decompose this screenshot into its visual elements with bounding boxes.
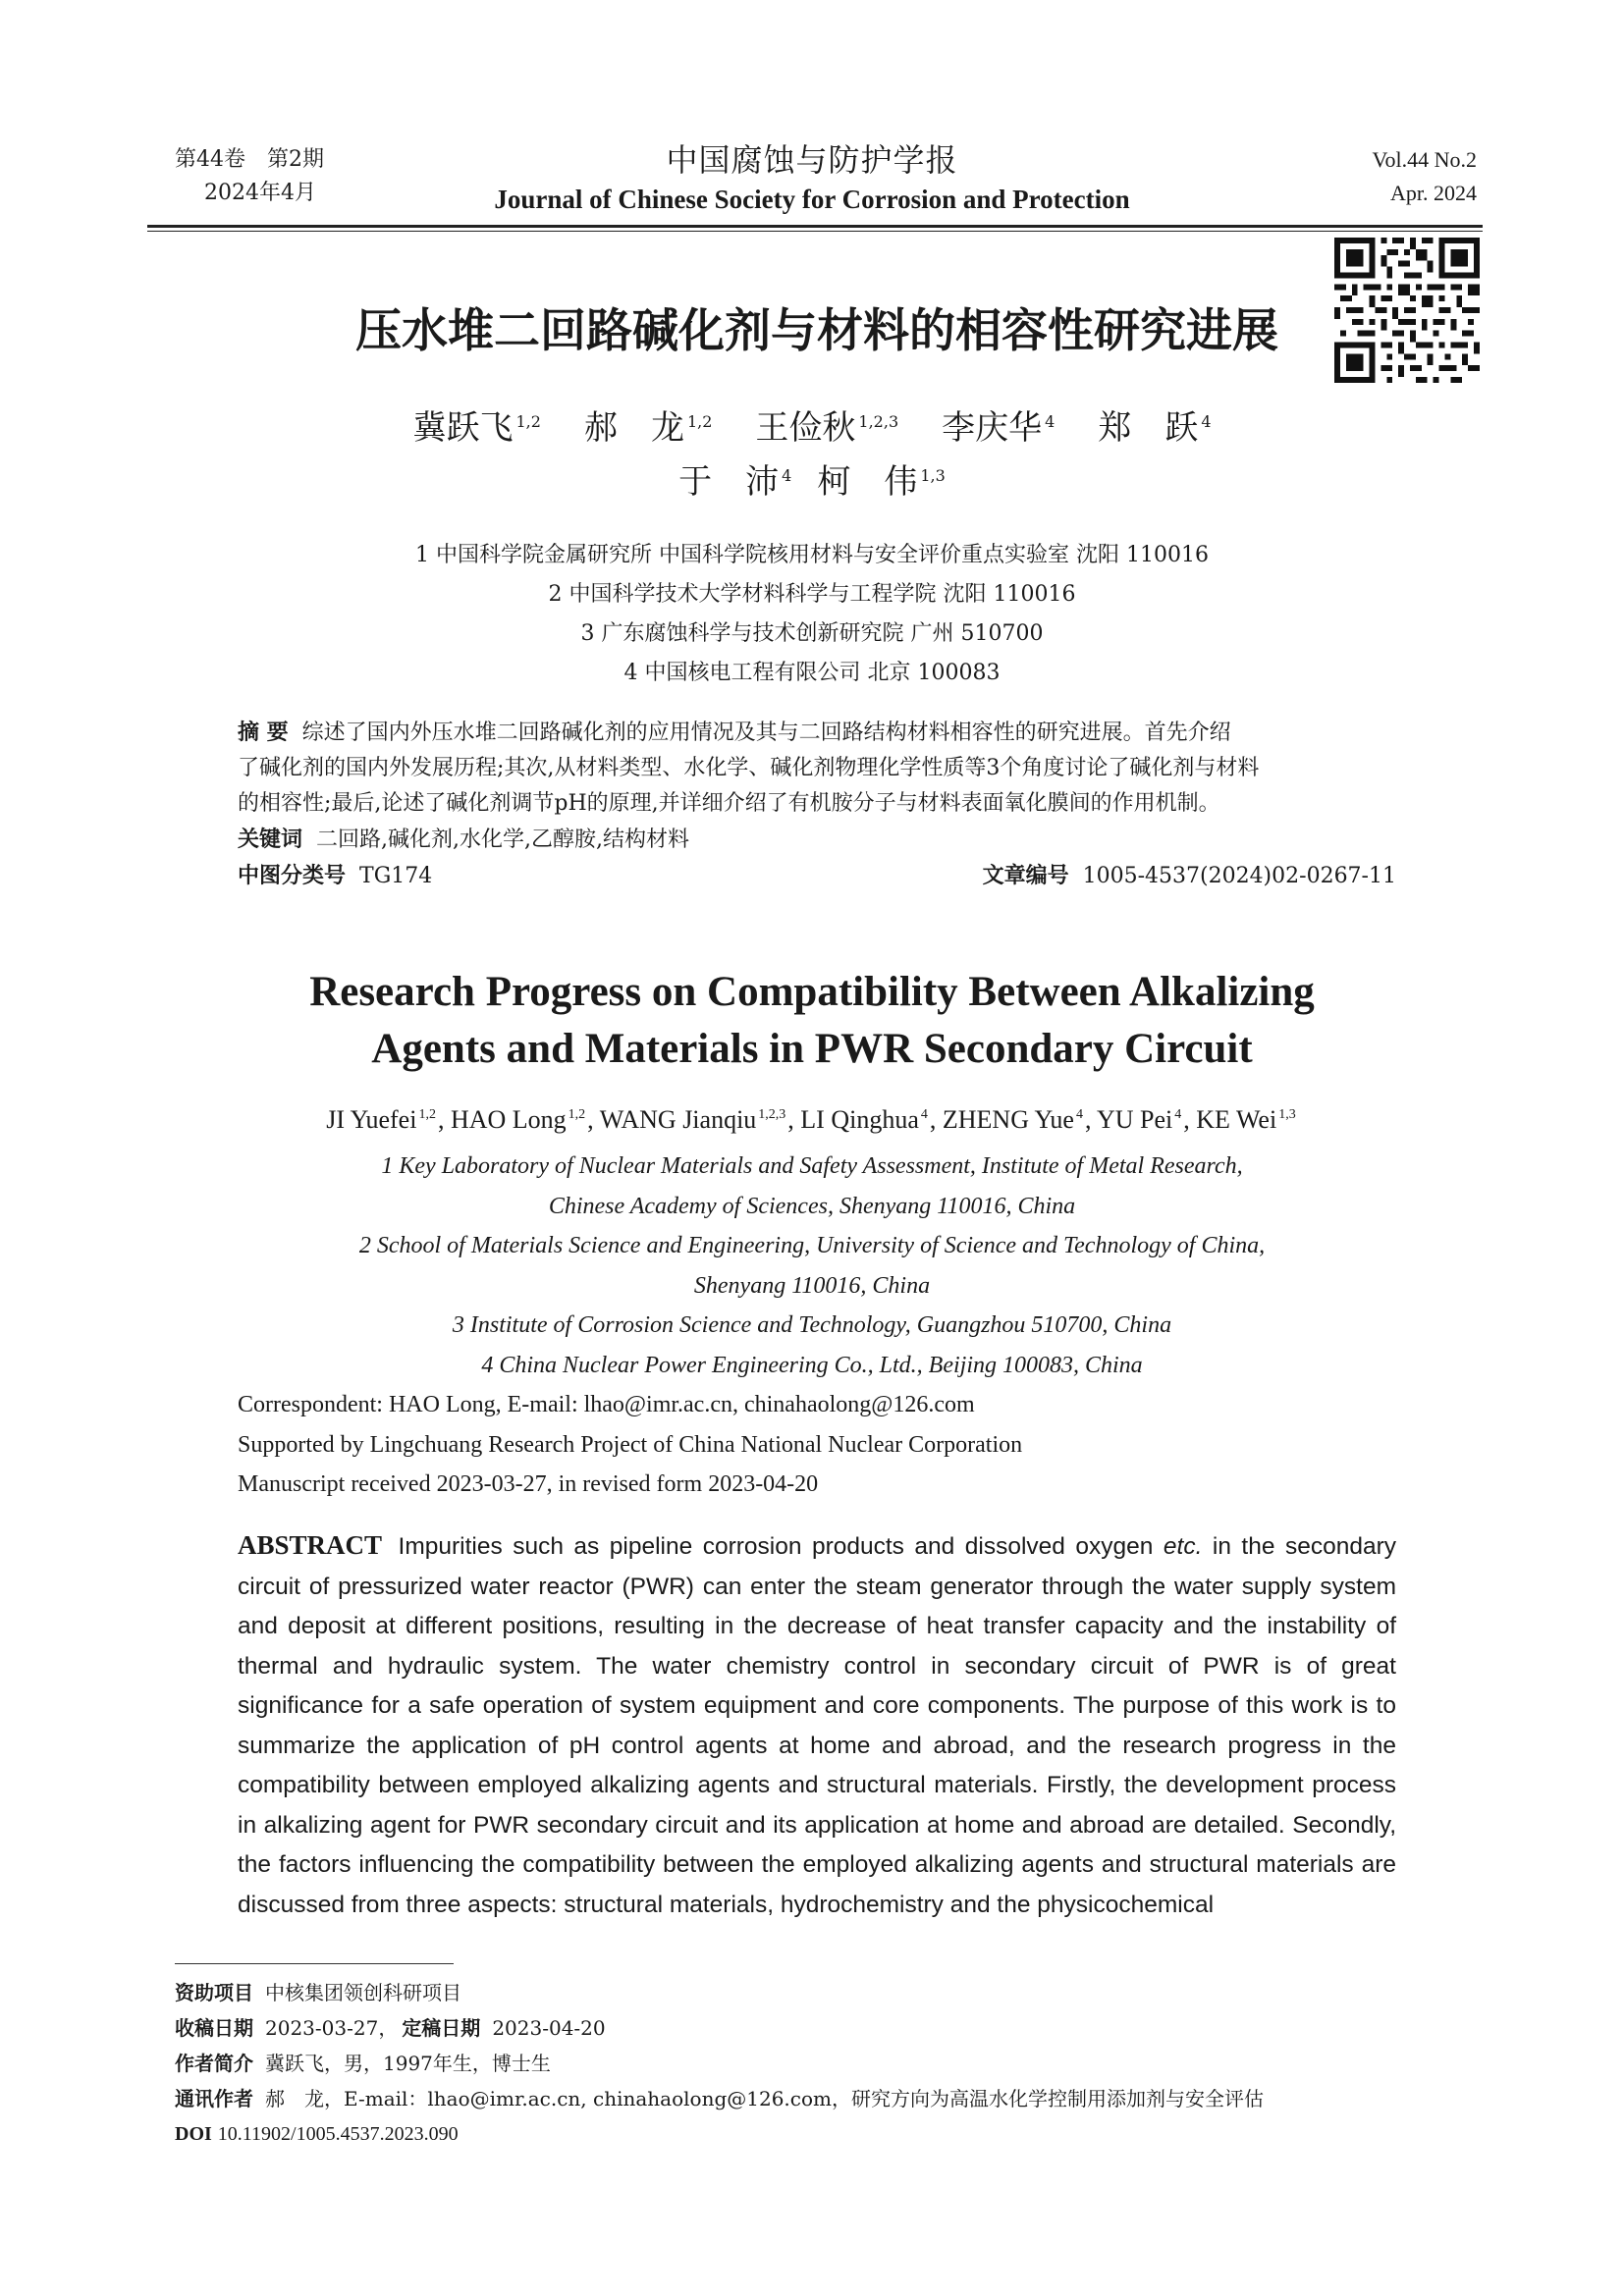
abstract-en <box>238 1525 1396 1925</box>
title-en <box>0 964 1624 1078</box>
title-cn: 压水堆二回路碱化剂与材料的相容性研究进展 <box>355 304 1278 358</box>
author-cn: 柯 伟 <box>817 462 918 502</box>
author-cn-sup: 1,2 <box>515 411 541 431</box>
affiliation-en: 1 Key Laboratory of Nuclear Materials and Safety Assessment, Institute of Metal Research, <box>381 1153 1243 1179</box>
footnote-author-bio <box>175 2046 1451 2081</box>
abstract-en-text-cont: in the secondary circuit of pressurized water reactor (PWR) can enter the steam generator through the water supply system and deposit at different positions, resulting in the decrease of heat transfer capacity and the instability of thermal and hydraulic system. The water chemistry control in secondary circuit of PWR is of great significance for a safe operation of system equipment and core components. The purpose of this work is to summarize the application of pH control agents at home and abroad, and the research progress in the compatibility between employed alkalizing agents and structural materials. Firstly, the development process in alkalizing agent for PWR secondary circuit and its application at home and abroad are detailed. Secondly, the factors influencing the compatibility between the employed alkalizing agents and structural materials are discussed from three aspects: structural materials, hydrochemistry and the physicochemical <box>238 1533 1396 1918</box>
author-cn: 冀跃飞 <box>412 408 514 448</box>
author-en: WANG Jianqiu <box>599 1105 757 1134</box>
author-en-sup: 4 <box>1075 1107 1083 1123</box>
abstract-cn <box>238 715 1396 894</box>
author-cn: 于 沛 <box>678 462 780 502</box>
volume-issue-cn: 第44卷 第2期 <box>175 147 324 172</box>
author-cn: 郝 龙 <box>583 408 684 448</box>
affiliation-en: Shenyang 110016, China <box>693 1272 931 1299</box>
abstract-en-text: Impurities such as pipeline corrosion products and dissolved oxygen <box>398 1533 1154 1560</box>
affiliation-en: 3 Institute of Corrosion Science and Technology, Guangzhou 510700, China <box>452 1312 1172 1338</box>
author-en: YU Pei <box>1097 1105 1173 1134</box>
journal-title-en: Journal of Chinese Society for Corrosion and Protection <box>494 185 1130 214</box>
title-en-line: Agents and Materials in PWR Secondary Circuit <box>371 1026 1253 1072</box>
author-en: LI Qinghua <box>800 1105 919 1134</box>
authors-cn-line1 <box>0 400 1624 449</box>
authors-en: JI Yuefei $^{1,2}$, HAO Long $^{1,2}$, WANG Jianqiu $^{1,2,3}$, LI Qinghua $^4$, ZHENG Yue $^4$, YU Pei $^4$, KE Wei $^{1,3}$ <box>326 1105 1296 1134</box>
author-en: KE Wei <box>1196 1105 1277 1134</box>
author-cn: 王俭秋 <box>755 408 856 448</box>
date-en: Apr. 2024 <box>1390 181 1477 205</box>
footnote-text: 2023-03-27， <box>265 2016 399 2040</box>
article-no-label: 文章编号 <box>982 863 1069 888</box>
footnotes <box>175 1975 1451 2152</box>
keywords-cn-text: 二回路,碱化剂,水化学,乙醇胺,结构材料 <box>316 828 689 852</box>
abstract-cn-line: 的相容性;最后,论述了碱化剂调节pH的原理,并详细介绍了有机胺分子与材料表面氧化膜间的作用机制。 <box>238 791 1220 816</box>
affiliation-en: Chinese Academy of Sciences, Shenyang 110016, China <box>548 1193 1076 1219</box>
author-cn-sup: 4 <box>1201 411 1212 431</box>
author-cn-sup: 4 <box>782 465 792 485</box>
author-en-sup: 1,2 <box>418 1107 436 1123</box>
keywords-cn-label: 关键词 <box>238 827 303 852</box>
footnote-label: 作者简介 <box>175 2052 253 2075</box>
footnote-label: 通讯作者 <box>175 2087 253 2110</box>
footnote-text: 2023-04-20 <box>492 2016 606 2040</box>
author-en-sup: 4 <box>1174 1107 1182 1123</box>
abstract-en-etc: etc. <box>1163 1533 1203 1560</box>
date-cn: 2024年4月 <box>204 181 316 205</box>
header-rule-thin <box>147 231 1483 232</box>
abstract-cn-label: 摘 要 <box>238 720 289 745</box>
author-cn-sup: 4 <box>1045 411 1056 431</box>
funding: Supported by Lingchuang Research Project of China National Nuclear Corporation <box>238 1431 1023 1458</box>
abstract-cn-text: 综述了国内外压水堆二回路碱化剂的应用情况及其与二回路结构材料相容性的研究进展。首先介绍 <box>301 721 1231 745</box>
author-cn-sup: 1,2,3 <box>858 411 899 431</box>
title-en-line: Research Progress on Compatibility Between Alkalizing <box>309 969 1315 1015</box>
footnote-dates <box>175 2010 1451 2046</box>
affiliations-en <box>0 1147 1624 1385</box>
affiliation-cn: 2 中国科学技术大学材料科学与工程学院 沈阳 110016 <box>548 582 1076 607</box>
clc-label: 中图分类号 <box>238 863 347 888</box>
classification-row <box>238 858 1396 894</box>
abstract-en-label: ABSTRACT <box>238 1530 383 1560</box>
footnote-rule <box>175 1963 454 1964</box>
affiliation-en: 2 School of Materials Science and Engineering, University of Science and Technology of China, <box>358 1233 1266 1258</box>
author-cn-sup: 1,2 <box>686 411 713 431</box>
footnote-funding <box>175 1975 1451 2010</box>
manuscript-dates: Manuscript received 2023-03-27, in revised form 2023-04-20 <box>238 1471 819 1497</box>
affiliation-cn: 1 中国科学院金属研究所 中国科学院核用材料与安全评价重点实验室 沈阳 110016 <box>415 543 1209 567</box>
authors-cn-line2 <box>0 454 1624 503</box>
header-rule <box>147 225 1483 228</box>
footnote-text: 中核集团领创科研项目 <box>265 1981 461 2004</box>
affiliation-cn: 3 广东腐蚀科学与技术创新研究院 广州 510700 <box>580 621 1044 646</box>
author-cn: 郑 跃 <box>1098 408 1199 448</box>
author-cn: 李庆华 <box>942 408 1043 448</box>
abstract-cn-line: 了碱化剂的国内外发展历程;其次,从材料类型、水化学、碱化剂物理化学性质等3个角度讨论了碱化剂与材料 <box>238 756 1260 780</box>
clc-cn <box>238 858 432 894</box>
footnote-label: DOI <box>175 2123 212 2145</box>
doi-link[interactable]: 10.11902/1005.4537.2023.090 <box>217 2123 459 2145</box>
footnote-text: 郝 龙，E-mail：lhao@imr.ac.cn, chinahaolong@126.com，研究方向为高温水化学控制用添加剂与安全评估 <box>265 2087 1265 2110</box>
footnote-label: 定稿日期 <box>402 2016 481 2040</box>
footnote-corresponding <box>175 2081 1451 2116</box>
correspondent: Correspondent: HAO Long, E-mail: lhao@imr.ac.cn, chinahaolong@126.com <box>238 1392 975 1417</box>
footnote-text: 冀跃飞，男，1997年生，博士生 <box>265 2052 551 2075</box>
article-no <box>983 858 1396 894</box>
abstract-cn-line <box>238 715 1396 751</box>
author-en-sup: 1,2 <box>568 1107 586 1123</box>
author-en-sup: 4 <box>920 1107 928 1123</box>
affiliation-cn: 4 中国核电工程有限公司 北京 100083 <box>623 661 1001 685</box>
clc-value: TG174 <box>359 864 433 888</box>
author-cn-sup: 1,3 <box>920 465 946 485</box>
keywords-cn <box>238 822 1396 858</box>
author-en: JI Yuefei <box>326 1105 417 1134</box>
affiliations-cn <box>0 536 1624 693</box>
author-en: HAO Long <box>450 1105 567 1134</box>
volume-issue-en: Vol.44 No.2 <box>1372 147 1477 172</box>
header-right <box>1372 143 1477 210</box>
footnote-doi <box>175 2116 1451 2152</box>
journal-title-cn: 中国腐蚀与防护学报 <box>666 141 958 179</box>
correspondence-meta <box>238 1385 1022 1505</box>
author-en-sup: 1,2,3 <box>758 1107 786 1123</box>
author-en-sup: 1,3 <box>1278 1107 1296 1123</box>
footnote-label: 收稿日期 <box>175 2016 253 2040</box>
footnote-label: 资助项目 <box>175 1981 253 2004</box>
author-en: ZHENG Yue <box>942 1105 1074 1134</box>
affiliation-en: 4 China Nuclear Power Engineering Co., Ltd., Beijing 100083, China <box>481 1352 1143 1378</box>
article-no-value: 1005-4537(2024)02-0267-11 <box>1082 864 1396 888</box>
